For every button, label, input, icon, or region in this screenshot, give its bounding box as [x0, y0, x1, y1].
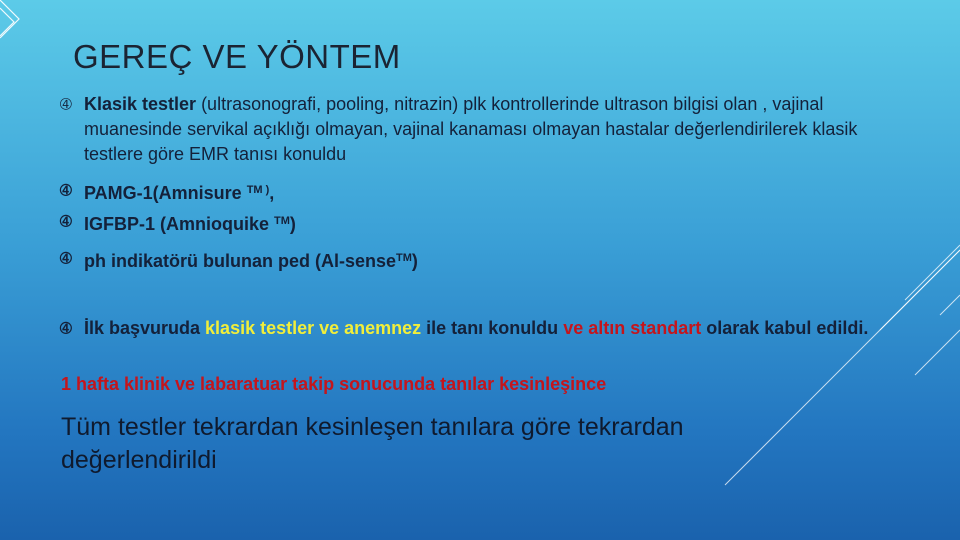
- circled-arrow-icon: ➃: [60, 213, 72, 229]
- bullet-3-text: IGFBP-1 (Amnioquike: [84, 214, 275, 234]
- circled-arrow-icon: ➃: [60, 250, 72, 266]
- bullet-5-highlight-red-2: altın standart: [588, 318, 702, 338]
- conclusion-text: Tüm testler tekrardan kesinleşen tanılara göre tekrardan değerlendirildi: [61, 413, 684, 474]
- bullet-5-part-7: olarak kabul edildi.: [701, 318, 869, 338]
- bullet-4-text: ph indikatörü bulunan ped (Al-sense: [84, 251, 397, 271]
- bullet-2-text: PAMG-1(Amnisure: [84, 183, 247, 203]
- slide-title: GEREÇ VE YÖNTEM: [73, 38, 401, 75]
- bullet-3-tail: ): [289, 214, 296, 234]
- bullet-5-part-3: ile tanı konuldu: [421, 318, 564, 338]
- bullet-4-tail: ): [411, 251, 418, 271]
- bullet-4-sup: TM: [396, 252, 412, 264]
- circled-arrow-icon: ➃: [60, 182, 72, 198]
- bullet-2-tail: ,: [269, 183, 275, 203]
- bullet-2-sup: TM ): [246, 184, 270, 196]
- bullet-1-body: (ultrasonografi, pooling, nitrazin) plk kontrollerinde ultrason bilgisi olan , vajinal muanesinde servikal açıklığı olmayan, vajinal kanaması olmayan hastalar değerlendirilerek klasik testlere göre EMR tanısı konuldu: [84, 94, 858, 164]
- bullet-1-lead: Klasik testler: [84, 94, 197, 114]
- circled-arrow-icon: ➃: [60, 320, 72, 336]
- bullet-5-highlight-red-1: ve: [563, 318, 584, 338]
- followup-text: 1 hafta klinik ve labaratuar takip sonucunda tanılar kesinleşince: [61, 374, 607, 394]
- bullet-5-highlight-yellow: klasik testler ve anemnez: [205, 318, 422, 338]
- circled-arrow-icon: ➃: [60, 96, 72, 112]
- bullet-3-sup: TM: [274, 215, 290, 227]
- bullet-5-part-1: İlk başvuruda: [84, 318, 206, 338]
